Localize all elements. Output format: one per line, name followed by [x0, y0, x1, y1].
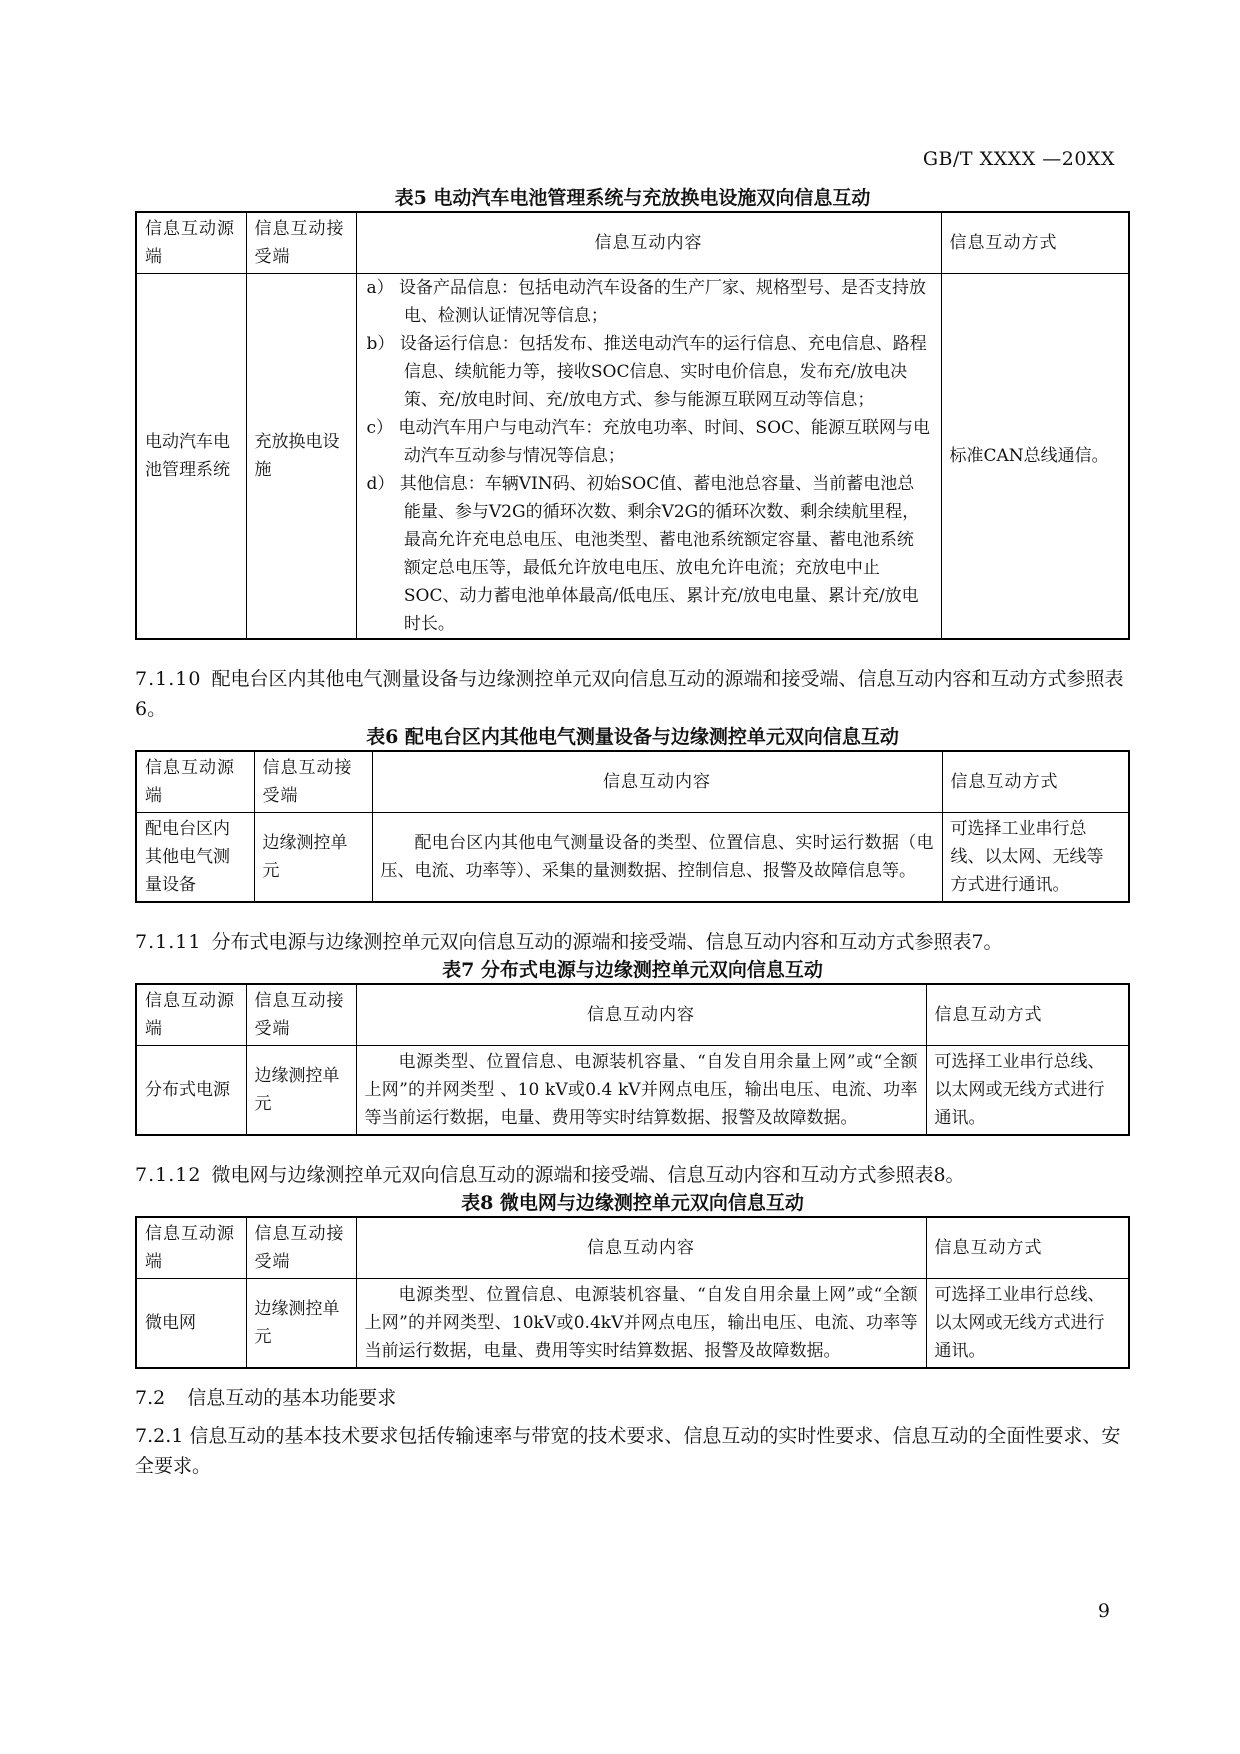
table8-caption: 表8 微电网与边缘测控单元双向信息互动: [461, 1192, 804, 1214]
cell-content: 电源类型、位置信息、电源装机容量、“自发自用余量上网”或“全额上网”的并网类型、10kV或0.4kV并网点电压，输出电压、电流、功率等当前运行数据，电量、费用等实时结算数据、报警及故障数据。: [356, 1279, 926, 1369]
cell-method: 可选择工业串行总线、以太网、无线等方式进行通讯。: [942, 813, 1129, 903]
standard-code: GB/T XXXX —20XX: [922, 148, 1115, 170]
content-item-c: c） 电动汽车用户与电动汽车：充放电功率、时间、SOC、能源互联网与电动汽车互动参与情况等信息；: [366, 418, 931, 466]
clause-number: 7.2.1: [135, 1425, 184, 1447]
clause-7-2-1: [135, 1421, 1130, 1481]
table6-caption: 表6 配电台区内其他电气测量设备与边缘测控单元双向信息互动: [366, 726, 899, 748]
table-row: [136, 1279, 1129, 1369]
cell-content: 配电台区内其他电气测量设备的类型、位置信息、实时运行数据（电压、电流、功率等）、采集的量测数据、控制信息、报警及故障信息等。: [372, 813, 942, 903]
table5-caption: 表5 电动汽车电池管理系统与充放换电设施双向信息互动: [394, 187, 871, 209]
clause-number: 7.1.10: [135, 668, 202, 690]
cell-source: 配电台区内其他电气测量设备: [136, 813, 254, 903]
clause-text: 分布式电源与边缘测控单元双向信息互动的源端和接受端、信息互动内容和互动方式参照表7。: [211, 931, 1003, 953]
table5: [135, 211, 1130, 640]
header-content: 信息互动内容: [372, 751, 942, 813]
document-body: [135, 185, 1130, 1481]
cell-content: 电源类型、位置信息、电源装机容量、“自发自用余量上网”或“全额上网”的并网类型 、10 kV或0.4 kV并网点电压，输出电压、电流、功率等当前运行数据，电量、费用等实时结算数据、报警及故障数据。: [356, 1046, 926, 1136]
content-item-d: d） 其他信息：车辆VIN码、初始SOC值、蓄电池总容量、当前蓄电池总能量、参与V2G的循环次数、剩余V2G的循环次数、剩余续航里程，最高允许充电总电压、电池类型、蓄电池系统额定容量、蓄电池系统额定总电压等，最低允许放电电压、放电允许电流；充放电中止SOC、动力蓄电池单体最高/低电压、累计充/放电电量、累计充/放电时长。: [366, 474, 920, 634]
table8: [135, 1216, 1130, 1369]
clause-text: 信息互动的基本技术要求包括传输速率与带宽的技术要求、信息互动的实时性要求、信息互动的全面性要求、安全要求。: [135, 1425, 1121, 1477]
section-title: 信息互动的基本功能要求: [187, 1387, 397, 1409]
cell-receiver: 边缘测控单元: [246, 1046, 356, 1136]
clause-7-1-10: [135, 664, 1130, 724]
cell-method: 可选择工业串行总线、以太网或无线方式进行通讯。: [926, 1279, 1129, 1369]
cell-source: 微电网: [136, 1279, 246, 1369]
header-content: 信息互动内容: [356, 984, 926, 1046]
header-source: 信息互动源端: [136, 212, 246, 274]
header-content: 信息互动内容: [356, 212, 941, 274]
table7: [135, 983, 1130, 1136]
cell-receiver: 边缘测控单元: [254, 813, 372, 903]
header-source: 信息互动源端: [136, 1217, 246, 1279]
header-source: 信息互动源端: [136, 751, 254, 813]
table-header-row: [136, 751, 1129, 813]
cell-content: [356, 274, 941, 640]
table-header-row: [136, 212, 1129, 274]
clause-7-1-12: [135, 1160, 1130, 1190]
header-receiver: 信息互动接受端: [246, 1217, 356, 1279]
header-method: 信息互动方式: [942, 751, 1129, 813]
table-row: [136, 274, 1129, 640]
cell-method: 可选择工业串行总线、以太网或无线方式进行通讯。: [926, 1046, 1129, 1136]
cell-receiver: 充放换电设施: [246, 274, 356, 640]
header-content: 信息互动内容: [356, 1217, 926, 1279]
section-number: 7.2: [135, 1387, 166, 1409]
header-receiver: 信息互动接受端: [246, 984, 356, 1046]
cell-source: 分布式电源: [136, 1046, 246, 1136]
header-method: 信息互动方式: [926, 984, 1129, 1046]
table7-caption: 表7 分布式电源与边缘测控单元双向信息互动: [442, 959, 823, 981]
clause-text: 配电台区内其他电气测量设备与边缘测控单元双向信息互动的源端和接受端、信息互动内容和互动方式参照表6。: [135, 668, 1124, 720]
content-item-a: a） 设备产品信息：包括电动汽车设备的生产厂家、规格型号、是否支持放电、检测认证情况等信息；: [366, 278, 927, 326]
clause-number: 7.1.12: [135, 1164, 202, 1186]
clause-text: 微电网与边缘测控单元双向信息互动的源端和接受端、信息互动内容和互动方式参照表8。: [211, 1164, 965, 1186]
table6: [135, 750, 1130, 903]
table-row: [136, 813, 1129, 903]
content-item-b: b） 设备运行信息：包括发布、推送电动汽车的运行信息、充电信息、路程信息、续航能力等，接收SOC信息、实时电价信息，发布充/放电决策、充/放电时间、充/放电方式、参与能源互联网互动等信息；: [366, 334, 927, 410]
section-7-2-heading: [135, 1383, 1130, 1413]
cell-method: 标准CAN总线通信。: [941, 274, 1129, 640]
header-method: 信息互动方式: [941, 212, 1129, 274]
table-row: [136, 1046, 1129, 1136]
header-receiver: 信息互动接受端: [246, 212, 356, 274]
cell-receiver: 边缘测控单元: [246, 1279, 356, 1369]
header-source: 信息互动源端: [136, 984, 246, 1046]
table-header-row: [136, 1217, 1129, 1279]
header-receiver: 信息互动接受端: [254, 751, 372, 813]
table-header-row: [136, 984, 1129, 1046]
clause-7-1-11: [135, 927, 1130, 957]
page-number: 9: [1097, 1600, 1110, 1622]
header-method: 信息互动方式: [926, 1217, 1129, 1279]
cell-source: 电动汽车电池管理系统: [136, 274, 246, 640]
clause-number: 7.1.11: [135, 931, 202, 953]
